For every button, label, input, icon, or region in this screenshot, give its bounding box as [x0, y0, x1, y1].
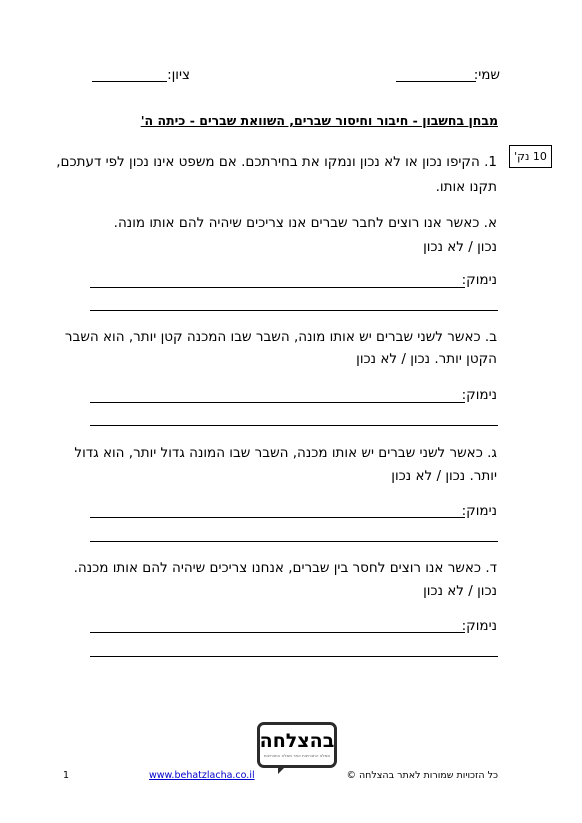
name-label: שמי:	[473, 67, 500, 83]
item-a-answer[interactable]: נכון / לא נכון	[423, 239, 497, 255]
page-number: 1	[63, 770, 70, 781]
item-c-reason-line-1[interactable]	[90, 517, 465, 518]
item-b-answer[interactable]: הקטן יותר. נכון / לא נכון	[356, 351, 497, 367]
item-d-reason-line-1[interactable]	[90, 632, 465, 633]
grade-field[interactable]	[92, 81, 167, 82]
item-a-reason-label: נימוק:	[461, 272, 497, 288]
item-a-statement: א. כאשר אנו רוצים לחבר שברים אנו צריכים שיהיה להם אותו מונה.	[113, 215, 497, 231]
logo-subtext: ממלא התבחינות אתר ממלא התבחינות	[263, 753, 331, 758]
item-c-reason-label: נימוק:	[461, 503, 497, 519]
item-a-reason-line-1[interactable]	[90, 287, 465, 288]
item-b-reason-line-2[interactable]	[90, 425, 498, 426]
page-title: מבחן בחשבון - חיבור וחיסור שברים, השוואת שברים - כיתה ה'	[140, 113, 498, 128]
behatzlacha-logo	[257, 722, 337, 768]
item-b-reason-label: נימוק:	[461, 387, 497, 403]
item-b-statement: ב. כאשר לשני שברים יש אותו מונה, השבר שבו המכנה קטן יותר, הוא השבר	[64, 329, 497, 345]
grade-label: ציון:	[167, 67, 190, 83]
question-1-line-2: תקנו אותו.	[435, 179, 497, 195]
footer-website-link[interactable]: www.behatzlacha.co.il	[149, 770, 255, 781]
item-d-reason-label: נימוק:	[461, 618, 497, 634]
item-c-reason-line-2[interactable]	[90, 541, 498, 542]
points-badge: 10 נק'	[509, 145, 552, 168]
item-d-statement: ד. כאשר אנו רוצים לחסר בין שברים, אנחנו צריכים שיהיה להם אותו מכנה.	[73, 560, 497, 576]
logo-speech-tail	[278, 765, 287, 774]
item-c-answer[interactable]: יותר. נכון / לא נכון	[391, 468, 497, 484]
name-field[interactable]	[396, 81, 476, 82]
item-c-statement: ג. כאשר לשני שברים יש אותו מכנה, השבר שבו המונה גדול יותר, הוא גדול	[74, 445, 497, 461]
item-b-reason-line-1[interactable]	[90, 402, 465, 403]
question-1-line-1: 1. הקיפו נכון או לא נכון ונמקו את בחירתכם. אם משפט אינו נכון לפי דעתכם,	[56, 154, 497, 170]
item-d-reason-line-2[interactable]	[90, 656, 498, 657]
item-a-reason-line-2[interactable]	[90, 310, 498, 311]
footer-copyright: כל הזכויות שמורות לאתר בהצלחה ©	[346, 770, 498, 781]
logo-text: בהצלחה	[259, 730, 335, 752]
item-d-answer[interactable]: נכון / לא נכון	[423, 583, 497, 599]
